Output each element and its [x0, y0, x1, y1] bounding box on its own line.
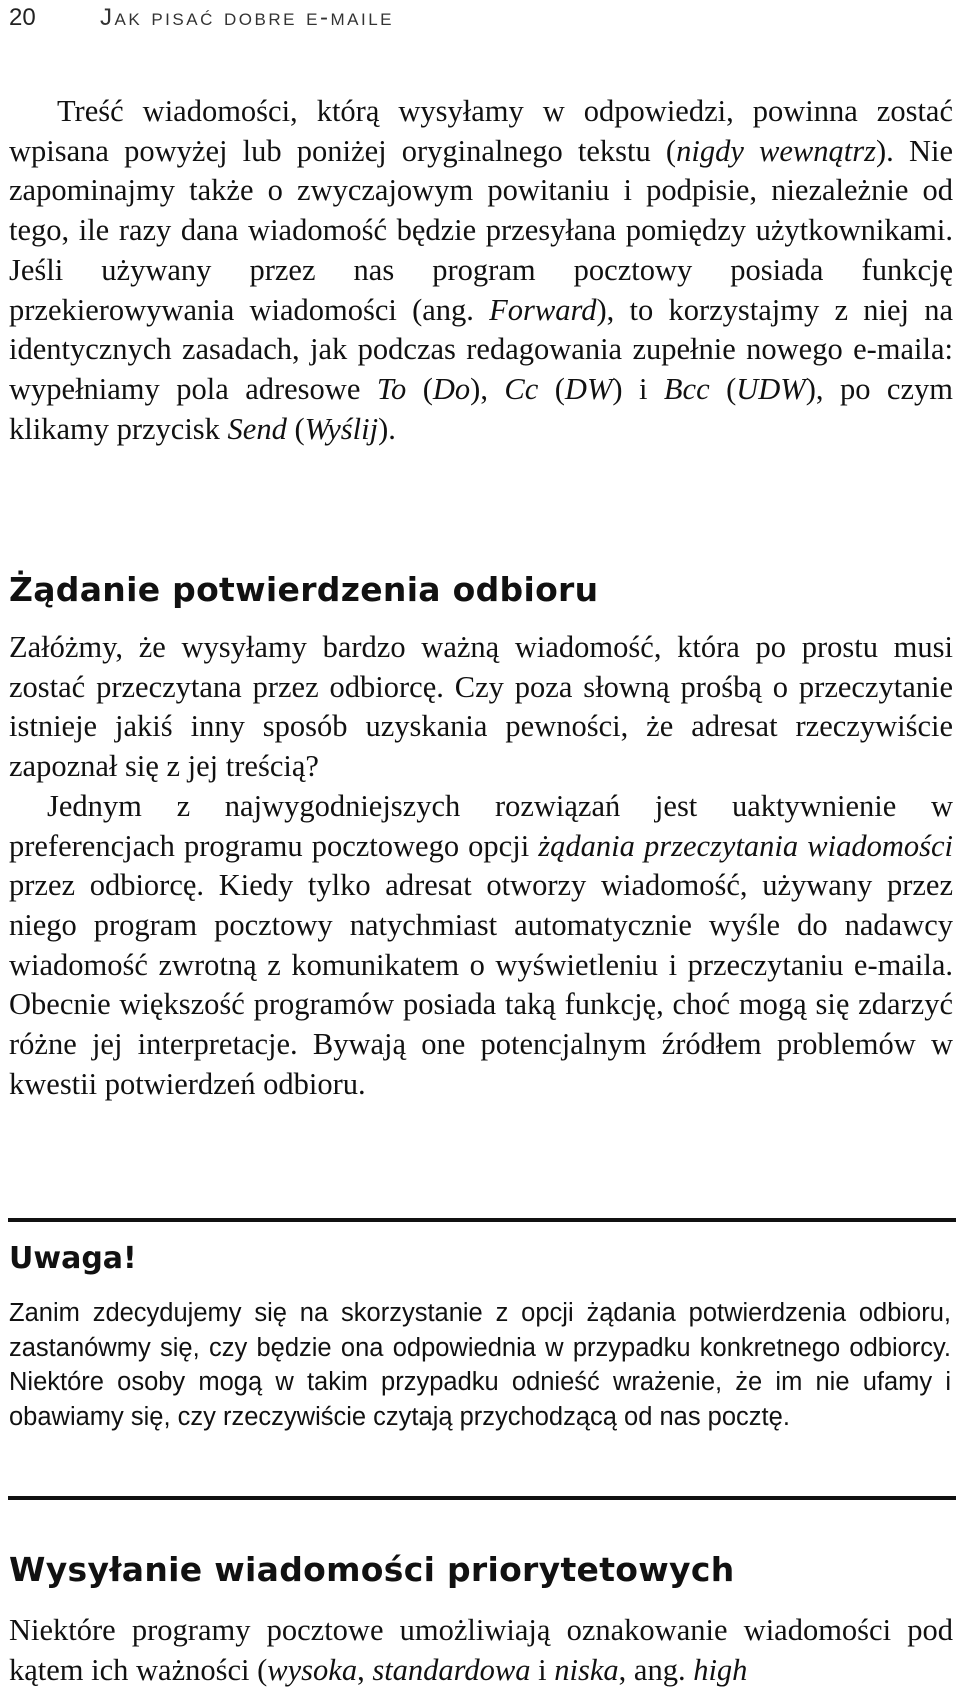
- emphasis: Forward: [489, 292, 597, 327]
- text-run: , ang.: [618, 1652, 694, 1687]
- emphasis-cc: Cc: [504, 371, 539, 406]
- section-heading-read-receipt: Żądanie potwierdzenia odbioru: [9, 570, 599, 609]
- emphasis-wyslij: Wyślij: [304, 411, 379, 446]
- text-run: Jednym z najwygodniejszych rozwiązań jest uaktywnienie w preferencjach programu pocztowego opcji: [9, 788, 953, 863]
- note-top-rule: [8, 1218, 956, 1222]
- paragraph-importance: Załóżmy, że wysyłamy bardzo ważną wiadomość, która po prostu musi zostać przeczytana przez odbiorcę. Czy poza słowną prośbą o przeczytanie istnieje jakiś inny sposób uzyskania pewności, że adresat rzeczywiście zapoznał się z jej treścią?: [9, 630, 953, 784]
- emphasis-to: To: [376, 371, 407, 406]
- text-run: przez odbiorcę. Kiedy tylko adresat otworzy wiadomość, używany przez niego program pocztowy natychmiast automatycznie wyśle do nadawcy wiadomość zwrotną z komunikatem o wyświetleniu i przeczytaniu e-maila. Obecnie większość programów posiada taką funkcję, choć mogą się zdarzyć różne jej interpretacje. Bywają one potencjalnym źródłem problemów w kwestii potwierdzeń odbioru.: [9, 868, 953, 1101]
- page-header: [0, 0, 960, 36]
- section-heading-priority: Wysyłanie wiadomości priorytetowych: [9, 1550, 735, 1589]
- emphasis: żądania przeczytania wiadomości: [538, 828, 953, 863]
- text-run: , po czym klikamy przycisk: [9, 371, 953, 446]
- text-run: ). Nie zapominajmy także o zwyczajowym powitaniu i podpisie, niezależnie od tego, ile razy dana wiadomość będzie przesyłana pomiędzy użytkownikami. Jeśli używany przez nas program pocztowy posiada funkcję przekierowywania wiadomości (ang.: [9, 133, 953, 327]
- text-run: Treść wiadomości, którą wysyłamy w odpowiedzi, powinna zostać wpisana powyżej lub poniżej oryginalnego tekstu (: [9, 94, 953, 168]
- emphasis-low: niska: [554, 1652, 619, 1687]
- text-run: ,: [357, 1652, 373, 1687]
- text-run: ), to korzystajmy z niej na identycznych zasadach, jak podczas redagowania zupełnie nowego e-maila: wypełniamy pola adresowe: [9, 292, 953, 406]
- text-run: i: [530, 1652, 555, 1687]
- note-text: Zanim zdecydujemy się na skorzystanie z opcji żądania potwierdzenia odbioru, zastanówmy się, czy będzie ona odpowiednia w przypadku konkretnego odbiorcy. Niektóre osoby mogą w takim przypadku odnieść wrażenie, że im nie ufamy i obawiamy się, czy rzeczywiście czytają przychodzącą od nas pocztę.: [9, 1299, 951, 1431]
- text-run: ).: [378, 411, 396, 446]
- emphasis-send: Send: [227, 411, 287, 446]
- text-run: Niektóre programy pocztowe umożliwiają oznakowanie wiadomości pod kątem ich ważności (: [9, 1613, 953, 1687]
- emphasis-dw: DW: [564, 371, 613, 406]
- running-title: Jak pisać dobre e-maile: [100, 4, 395, 31]
- emphasis-normal: standardowa: [372, 1652, 531, 1687]
- emphasis-udw: UDW: [736, 371, 806, 406]
- emphasis-bcc: Bcc: [663, 371, 710, 406]
- section-body-read-receipt: [9, 628, 953, 1104]
- emphasis: nigdy wewnątrz: [676, 133, 876, 168]
- paragraph-reply-content: Treść wiadomości, którą wysyłamy w odpowiedzi, powinna zostać wpisana powyżej lub poniżej oryginalnego tekstu (nigdy wewnątrz). Nie zapominajmy także o zwyczajowym powitaniu i podpisie, niezależnie od tego, ile razy dana wiadomość będzie przesyłana pomiędzy użytkownikami. Jeśli używany przez nas program pocztowy posiada funkcję przekierowywania wiadomości (ang. Forward), to korzystajmy z niej na identycznych zasadach, jak podczas redagowania zupełnie nowego e-maila: wypełniamy pola adresowe To (Do), Cc (DW) i Bcc (UDW), po czym klikamy przycisk Send (Wyślij).: [9, 94, 953, 446]
- emphasis-do: Do: [432, 371, 471, 406]
- paragraph-priority: [9, 1611, 953, 1690]
- note-bottom-rule: [8, 1496, 956, 1500]
- emphasis-high: wysoka: [267, 1652, 358, 1687]
- page-number: 20: [9, 4, 36, 31]
- note-title: Uwaga!: [9, 1241, 137, 1276]
- paragraph-solution: [9, 787, 953, 1105]
- emphasis-high-en: high: [693, 1652, 748, 1687]
